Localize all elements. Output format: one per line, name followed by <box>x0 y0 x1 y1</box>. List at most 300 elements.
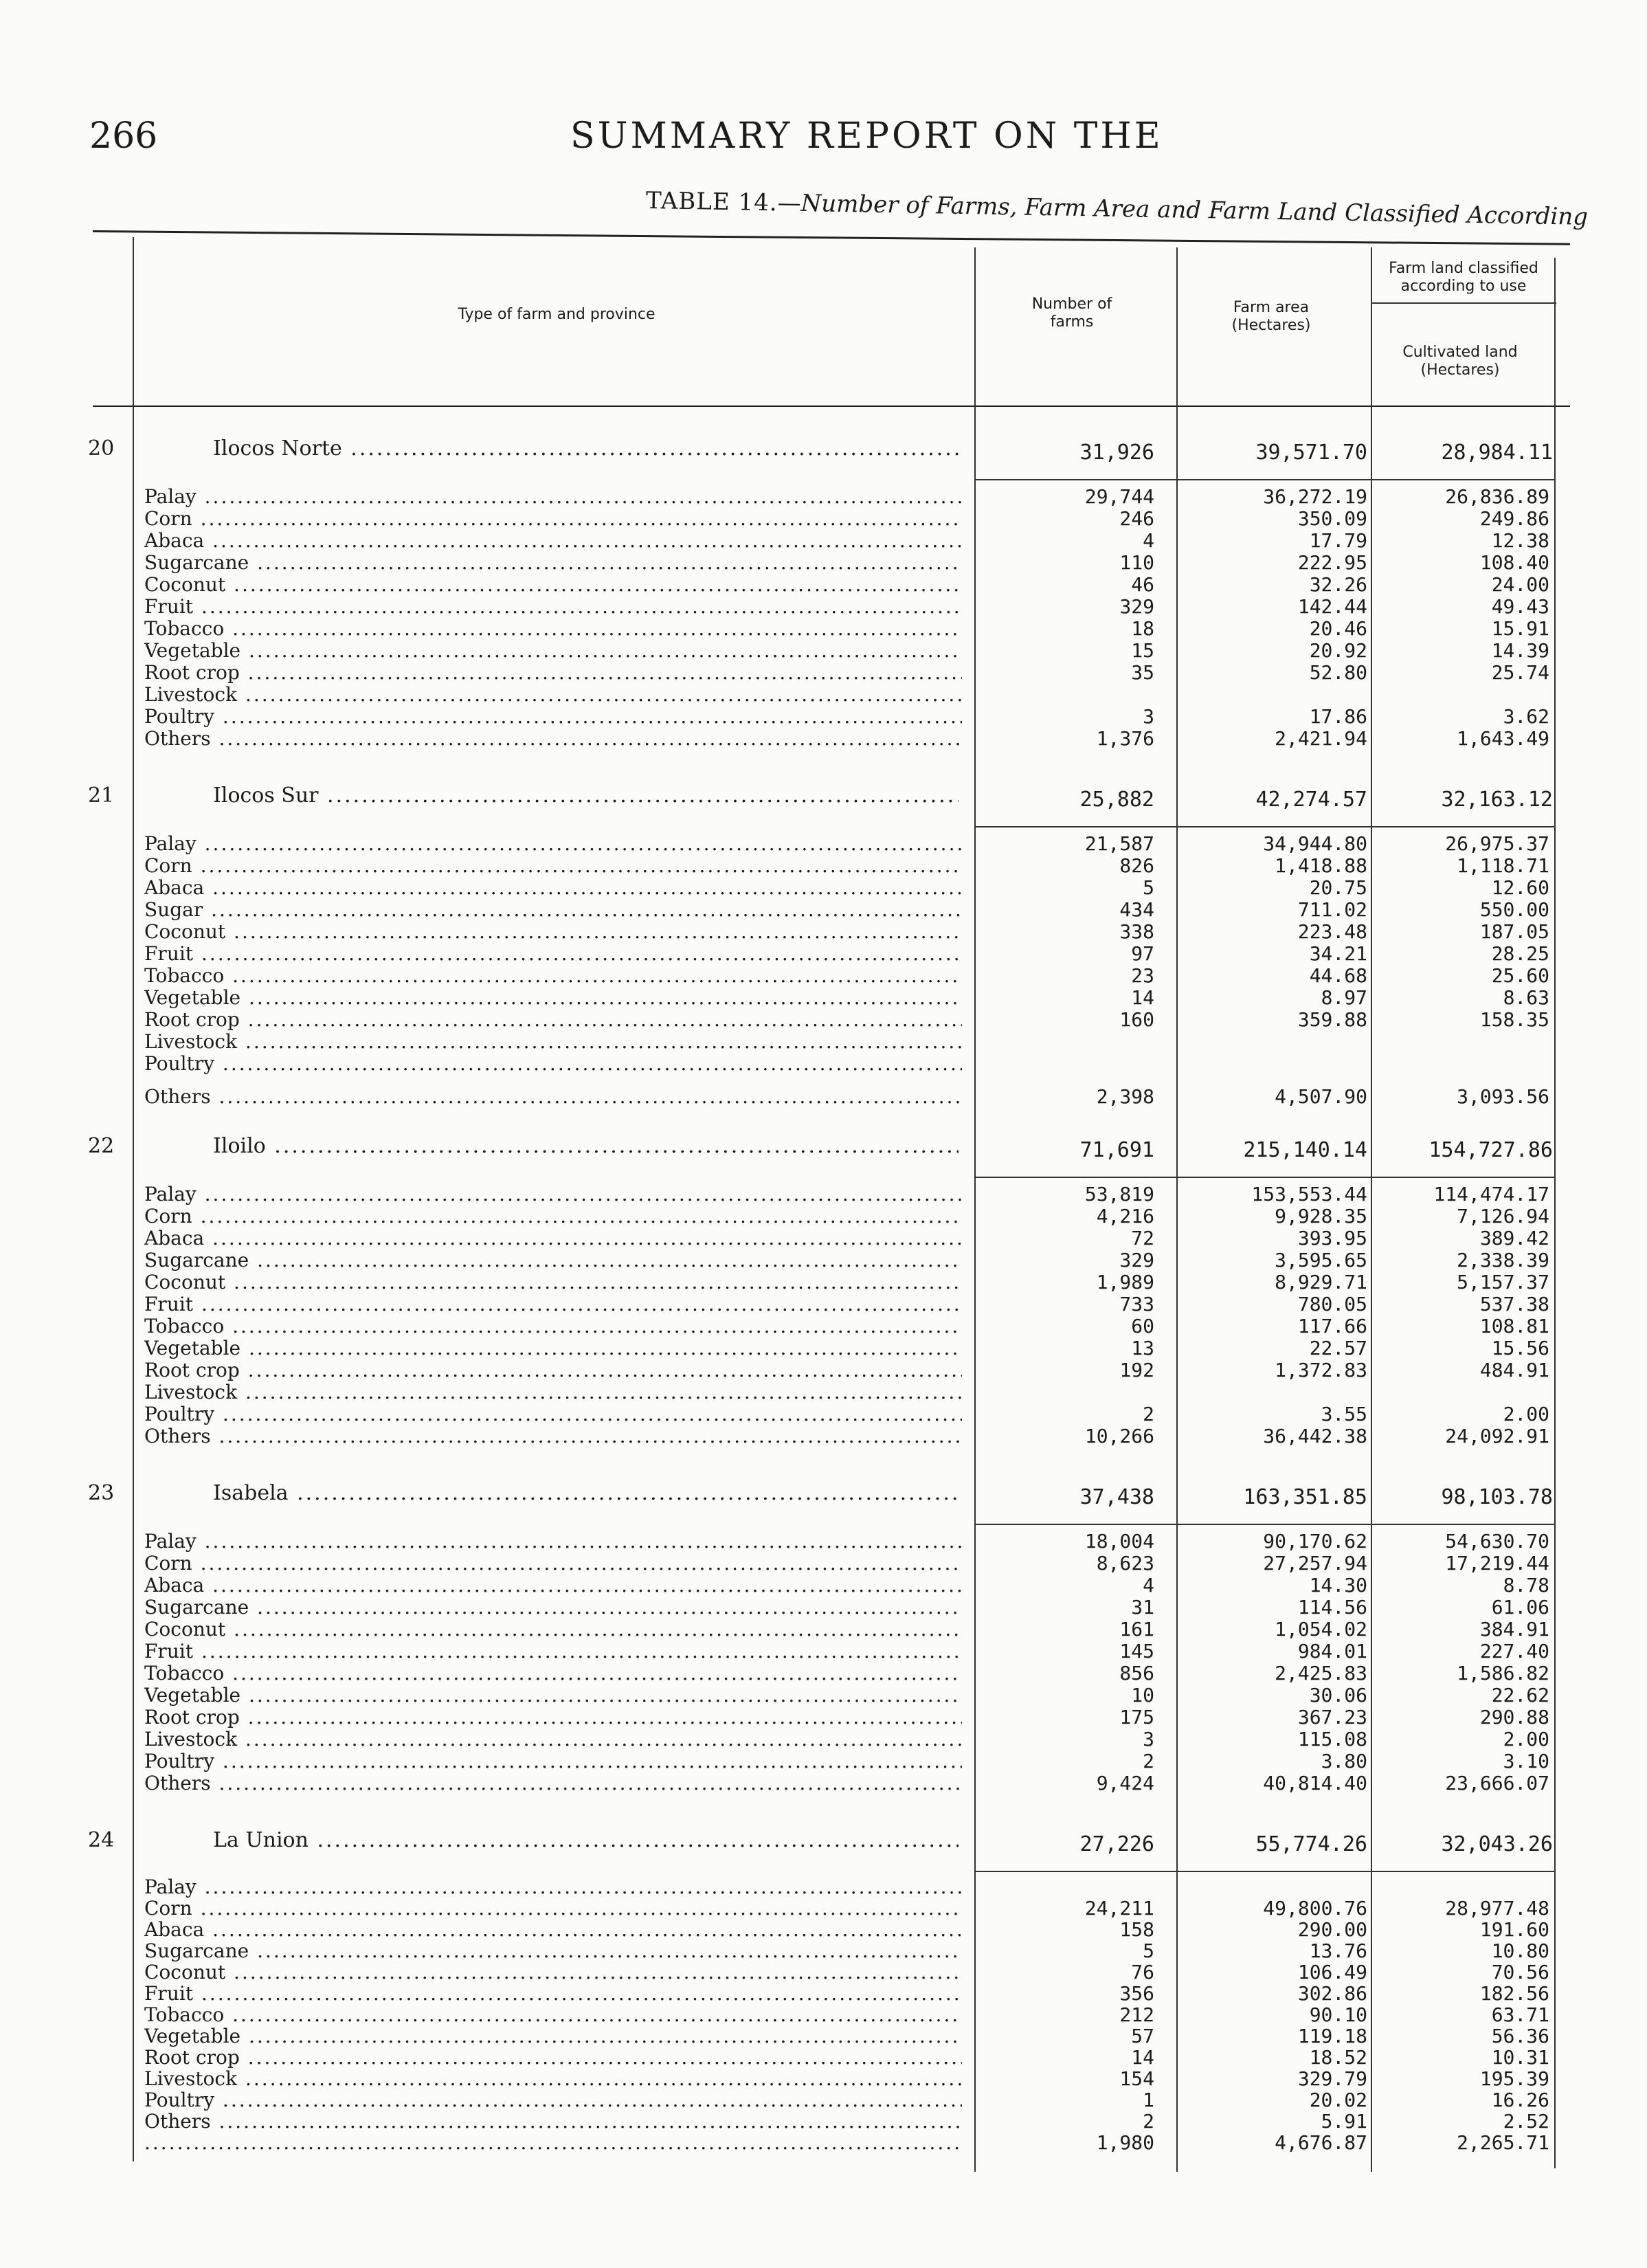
table-row <box>0 833 1647 856</box>
row-label: Fruit ..... <box>144 1293 962 1315</box>
row-label: Sugarcane ..... <box>144 1597 962 1619</box>
row-cultivated: 61.06 <box>1491 1596 1549 1619</box>
row-farms: 8,623 <box>1096 1552 1154 1575</box>
table-row <box>0 596 1647 619</box>
row-label: Vegetable ..... <box>144 987 962 1009</box>
row-area: 302.86 <box>1297 1982 1367 2005</box>
row-area: 9,928.35 <box>1275 1205 1367 1227</box>
table-row <box>0 1031 1647 1054</box>
row-area: 114.56 <box>1297 1596 1367 1619</box>
row-label: Poultry ..... <box>144 1403 962 1425</box>
row-area: 40,814.40 <box>1263 1772 1367 1794</box>
table-row <box>0 1183 1647 1206</box>
row-cultivated: 389.42 <box>1479 1227 1549 1249</box>
table-row <box>0 2068 1647 2091</box>
row-area: 8.97 <box>1321 986 1367 1009</box>
row-area: 14.30 <box>1309 1574 1367 1597</box>
row-area: 222.95 <box>1297 551 1367 574</box>
row-farms: 57 <box>1131 2025 1154 2047</box>
table-row <box>0 1249 1647 1272</box>
table-row <box>0 943 1647 966</box>
row-farms: 2,398 <box>1096 1085 1154 1108</box>
province-total-row <box>0 1134 1647 1161</box>
row-farms: 18,004 <box>1084 1530 1154 1553</box>
row-label: Fruit ..... <box>144 943 962 965</box>
row-area: 106.49 <box>1297 1961 1367 1983</box>
row-area: 2,425.83 <box>1275 1662 1367 1685</box>
table-row <box>0 987 1647 1010</box>
row-farms: 21,587 <box>1084 832 1154 855</box>
row-label: Poultry ..... <box>144 1053 962 1075</box>
table-row <box>0 1053 1647 1076</box>
province-index: 24 <box>88 1828 115 1852</box>
row-farms: 24,211 <box>1084 1897 1154 1920</box>
row-farms: 2 <box>1143 1750 1154 1772</box>
table-row <box>0 1961 1647 1984</box>
row-farms: 4 <box>1143 1574 1154 1597</box>
row-label: Corn ..... <box>144 1205 962 1227</box>
row-farms: 192 <box>1119 1359 1154 1381</box>
province-name: Iloilo ..... <box>213 1134 959 1158</box>
row-label: Root crop ..... <box>144 2047 962 2069</box>
table-row <box>0 877 1647 900</box>
table-row <box>0 2025 1647 2048</box>
province-area: 163,351.85 <box>1243 1485 1367 1509</box>
row-farms: 158 <box>1119 1918 1154 1941</box>
row-cultivated: 1,643.49 <box>1457 727 1549 750</box>
row-label: Sugar ..... <box>144 899 962 921</box>
row-label: Palay ..... <box>144 1183 962 1205</box>
table-row <box>0 1772 1647 1795</box>
table-row <box>0 1425 1647 1448</box>
row-cultivated: 384.91 <box>1479 1618 1549 1641</box>
province-farms: 37,438 <box>1079 1485 1154 1509</box>
header-type: Type of farm and province <box>458 306 656 323</box>
row-farms: 14 <box>1131 2046 1154 2069</box>
row-farms: 76 <box>1131 1961 1154 1983</box>
row-farms: 15 <box>1131 639 1154 662</box>
row-label: Vegetable ..... <box>144 1685 962 1706</box>
row-area: 17.79 <box>1309 529 1367 552</box>
row-area: 711.02 <box>1297 898 1367 921</box>
province-total-row <box>0 1828 1647 1856</box>
row-farms: 110 <box>1119 551 1154 574</box>
province-farms: 27,226 <box>1079 1832 1154 1856</box>
row-cultivated: 158.35 <box>1479 1008 1549 1031</box>
row-farms: 3 <box>1143 1728 1154 1750</box>
row-farms: 29,744 <box>1084 485 1154 508</box>
row-cultivated: 28.25 <box>1491 942 1549 965</box>
row-cultivated: 14.39 <box>1491 639 1549 662</box>
row-area: 36,272.19 <box>1263 485 1367 508</box>
table-row <box>0 1919 1647 1942</box>
row-label: Abaca ..... <box>144 530 962 552</box>
table-row <box>0 1750 1647 1773</box>
row-area: 34,944.80 <box>1263 832 1367 855</box>
row-farms: 145 <box>1119 1640 1154 1663</box>
row-farms: 4 <box>1143 529 1154 552</box>
row-label: Livestock ..... <box>144 1728 962 1750</box>
table-row <box>0 855 1647 878</box>
table-row <box>0 662 1647 685</box>
row-farms: 856 <box>1119 1662 1154 1685</box>
row-cultivated: 25.74 <box>1491 661 1549 684</box>
province-area: 55,774.26 <box>1255 1832 1367 1856</box>
table-row <box>0 1271 1647 1294</box>
row-label: Abaca ..... <box>144 877 962 899</box>
table-row <box>0 1337 1647 1360</box>
row-area: 8,929.71 <box>1275 1271 1367 1293</box>
table-row <box>0 1359 1647 1382</box>
row-cultivated: 5,157.37 <box>1457 1271 1549 1293</box>
row-cultivated: 15.91 <box>1491 617 1549 640</box>
row-farms: 154 <box>1119 2067 1154 2090</box>
province-name: Ilocos Sur ..... <box>213 783 959 808</box>
province-rule <box>974 1524 1556 1525</box>
province-total-row <box>0 436 1647 464</box>
row-farms: 3 <box>1143 705 1154 728</box>
row-cultivated: 28,977.48 <box>1445 1897 1549 1920</box>
row-label: Root crop ..... <box>144 1009 962 1031</box>
table-row <box>0 1898 1647 1920</box>
row-area: 1,372.83 <box>1275 1359 1367 1381</box>
row-farms: 160 <box>1119 1008 1154 1031</box>
row-label: Root crop ..... <box>144 1359 962 1381</box>
row-label: Sugarcane ..... <box>144 552 962 574</box>
province-rule <box>974 1871 1556 1872</box>
row-cultivated: 10.80 <box>1491 1939 1549 1962</box>
group-header-rule <box>1371 302 1556 304</box>
row-label <box>144 2132 962 2154</box>
row-cultivated: 70.56 <box>1491 1961 1549 1983</box>
row-label: Vegetable ..... <box>144 2025 962 2047</box>
row-cultivated: 17,219.44 <box>1445 1552 1549 1575</box>
row-label: Abaca ..... <box>144 1575 962 1597</box>
row-farms: 733 <box>1119 1293 1154 1315</box>
row-label: Tobacco ..... <box>144 965 962 987</box>
row-area: 20.75 <box>1309 876 1367 899</box>
row-cultivated: 8.63 <box>1503 986 1549 1009</box>
row-farms: 4,216 <box>1096 1205 1154 1227</box>
table-row <box>0 1663 1647 1685</box>
row-cultivated: 3,093.56 <box>1457 1085 1549 1108</box>
row-area: 3,595.65 <box>1275 1249 1367 1271</box>
row-label: Root crop ..... <box>144 1706 962 1728</box>
row-area: 27,257.94 <box>1263 1552 1367 1575</box>
row-label: Others ..... <box>144 1772 962 1794</box>
province-index: 23 <box>88 1481 115 1505</box>
table-row <box>0 1293 1647 1316</box>
row-farms: 14 <box>1131 986 1154 1009</box>
row-area: 780.05 <box>1297 1293 1367 1315</box>
row-farms: 13 <box>1131 1337 1154 1359</box>
row-label: Others ..... <box>144 2111 962 2133</box>
table-row <box>0 1641 1647 1663</box>
row-cultivated: 12.38 <box>1491 529 1549 552</box>
row-farms: 434 <box>1119 898 1154 921</box>
row-cultivated: 12.60 <box>1491 876 1549 899</box>
row-cultivated: 182.56 <box>1479 1982 1549 2005</box>
table-row <box>0 1983 1647 2005</box>
table-row <box>0 1706 1647 1729</box>
row-cultivated: 187.05 <box>1479 920 1549 943</box>
row-farms: 53,819 <box>1084 1183 1154 1205</box>
row-cultivated: 2,265.71 <box>1457 2131 1549 2154</box>
row-label: Vegetable ..... <box>144 1337 962 1359</box>
row-farms: 1,989 <box>1096 1271 1154 1293</box>
province-farms: 31,926 <box>1079 441 1154 465</box>
province-index: 21 <box>88 783 115 808</box>
row-label: Coconut ..... <box>144 1271 962 1293</box>
row-cultivated: 2.52 <box>1503 2110 1549 2133</box>
table-caption <box>646 187 1589 231</box>
row-cultivated: 25.60 <box>1491 964 1549 987</box>
province-total-row <box>0 1481 1647 1509</box>
row-label: Coconut ..... <box>144 1961 962 1983</box>
row-area: 1,054.02 <box>1275 1618 1367 1641</box>
row-farms: 5 <box>1143 1939 1154 1962</box>
row-area: 2,421.94 <box>1275 727 1367 750</box>
row-farms: 72 <box>1131 1227 1154 1249</box>
row-farms: 329 <box>1119 1249 1154 1271</box>
row-label: Tobacco ..... <box>144 1315 962 1337</box>
table-row <box>0 684 1647 707</box>
province-rule <box>974 1177 1556 1178</box>
row-label: Palay ..... <box>144 1531 962 1553</box>
table-row <box>0 640 1647 663</box>
row-label: Coconut ..... <box>144 574 962 596</box>
table-row <box>0 1597 1647 1619</box>
table-row <box>0 618 1647 641</box>
row-area: 17.86 <box>1309 705 1367 728</box>
row-label: Livestock ..... <box>144 1031 962 1053</box>
province-area: 39,571.70 <box>1255 441 1367 465</box>
province-name: La Union ..... <box>213 1828 959 1852</box>
row-label: Fruit ..... <box>144 1983 962 2005</box>
row-area: 117.66 <box>1297 1315 1367 1337</box>
row-farms: 2 <box>1143 2110 1154 2133</box>
row-farms: 338 <box>1119 920 1154 943</box>
table-row <box>0 1575 1647 1597</box>
row-farms: 31 <box>1131 1596 1154 1619</box>
table-row <box>0 1876 1647 1899</box>
row-farms: 246 <box>1119 507 1154 530</box>
row-cultivated: 26,836.89 <box>1445 485 1549 508</box>
row-farms: 175 <box>1119 1706 1154 1728</box>
table-row <box>0 574 1647 597</box>
header-cultivated: Cultivated land (Hectares) <box>1402 344 1518 379</box>
row-cultivated: 108.40 <box>1479 551 1549 574</box>
row-cultivated: 191.60 <box>1479 1918 1549 1941</box>
row-area: 20.02 <box>1309 2089 1367 2111</box>
row-area: 223.48 <box>1297 920 1367 943</box>
row-area: 393.95 <box>1297 1227 1367 1249</box>
table-row <box>0 486 1647 509</box>
row-label: Abaca ..... <box>144 1227 962 1249</box>
row-label: Livestock ..... <box>144 2068 962 2090</box>
province-name: Isabela ..... <box>213 1481 959 1505</box>
row-area: 290.00 <box>1297 1918 1367 1941</box>
row-label: Root crop ..... <box>144 662 962 684</box>
province-area: 215,140.14 <box>1243 1138 1367 1162</box>
row-area: 18.52 <box>1309 2046 1367 2069</box>
table-row <box>0 1381 1647 1404</box>
row-area: 5.91 <box>1321 2110 1367 2133</box>
row-label: Abaca ..... <box>144 1919 962 1941</box>
row-cultivated: 16.26 <box>1491 2089 1549 2111</box>
table-row <box>0 1403 1647 1426</box>
table-row <box>0 2089 1647 2112</box>
row-cultivated: 249.86 <box>1479 507 1549 530</box>
row-label: Palay ..... <box>144 1876 962 1898</box>
row-area: 30.06 <box>1309 1684 1367 1706</box>
row-farms: 18 <box>1131 617 1154 640</box>
row-cultivated: 290.88 <box>1479 1706 1549 1728</box>
table-row <box>0 728 1647 751</box>
row-label: Tobacco ..... <box>144 618 962 640</box>
province-cultivated: 32,163.12 <box>1441 788 1553 812</box>
row-area: 350.09 <box>1297 507 1367 530</box>
row-label: Fruit ..... <box>144 596 962 618</box>
row-cultivated: 3.62 <box>1503 705 1549 728</box>
row-farms: 9,424 <box>1096 1772 1154 1794</box>
table-row <box>0 1531 1647 1553</box>
row-cultivated: 22.62 <box>1491 1684 1549 1706</box>
row-label: Vegetable ..... <box>144 640 962 662</box>
table-row <box>0 1009 1647 1032</box>
row-area: 329.79 <box>1297 2067 1367 2090</box>
row-cultivated: 195.39 <box>1479 2067 1549 2090</box>
table-row <box>0 706 1647 729</box>
row-area: 20.46 <box>1309 617 1367 640</box>
row-area: 13.76 <box>1309 1939 1367 1962</box>
table-row <box>0 1685 1647 1707</box>
row-area: 142.44 <box>1297 595 1367 618</box>
row-area: 4,676.87 <box>1275 2131 1367 2154</box>
table-row <box>0 1940 1647 1963</box>
row-label: Sugarcane ..... <box>144 1249 962 1271</box>
row-label: Tobacco ..... <box>144 1663 962 1685</box>
row-area: 49,800.76 <box>1263 1897 1367 1920</box>
header-farms: Number of farms <box>1031 296 1112 331</box>
row-cultivated: 227.40 <box>1479 1640 1549 1663</box>
table-row <box>0 1619 1647 1641</box>
row-label: Corn ..... <box>144 1898 962 1920</box>
row-area: 52.80 <box>1309 661 1367 684</box>
row-label: Others ..... <box>144 728 962 750</box>
province-area: 42,274.57 <box>1255 788 1367 812</box>
row-cultivated: 23,666.07 <box>1445 1772 1549 1794</box>
province-cultivated: 154,727.86 <box>1428 1138 1553 1162</box>
header-area: Farm area (Hectares) <box>1231 299 1311 334</box>
row-label: Livestock ..... <box>144 1381 962 1403</box>
row-cultivated: 7,126.94 <box>1457 1205 1549 1227</box>
table-row <box>0 530 1647 553</box>
table-row <box>0 899 1647 922</box>
table-row <box>0 508 1647 531</box>
row-cultivated: 108.81 <box>1479 1315 1549 1337</box>
table-row <box>0 2132 1647 2155</box>
row-area: 4,507.90 <box>1275 1085 1367 1108</box>
row-area: 359.88 <box>1297 1008 1367 1031</box>
row-cultivated: 2.00 <box>1503 1728 1549 1750</box>
row-label: Poultry ..... <box>144 1750 962 1772</box>
row-cultivated: 24,092.91 <box>1445 1425 1549 1447</box>
row-farms: 1,376 <box>1096 727 1154 750</box>
row-cultivated: 63.71 <box>1491 2003 1549 2026</box>
row-farms: 329 <box>1119 595 1154 618</box>
table-row <box>0 2047 1647 2069</box>
province-name: Ilocos Norte ..... <box>213 436 959 460</box>
row-label: Fruit ..... <box>144 1641 962 1663</box>
province-rule <box>974 826 1556 827</box>
table-row <box>0 1227 1647 1250</box>
row-label: Corn ..... <box>144 508 962 530</box>
row-cultivated: 15.56 <box>1491 1337 1549 1359</box>
row-area: 44.68 <box>1309 964 1367 987</box>
row-cultivated: 10.31 <box>1491 2046 1549 2069</box>
page-number: 266 <box>89 115 158 157</box>
row-label: Corn ..... <box>144 855 962 877</box>
province-rule <box>974 479 1556 480</box>
row-area: 90,170.62 <box>1263 1530 1367 1553</box>
row-cultivated: 56.36 <box>1491 2025 1549 2047</box>
row-label: Palay ..... <box>144 486 962 508</box>
table-row <box>0 1086 1647 1109</box>
row-farms: 97 <box>1131 942 1154 965</box>
row-cultivated: 484.91 <box>1479 1359 1549 1381</box>
row-farms: 35 <box>1131 661 1154 684</box>
row-cultivated: 1,118.71 <box>1457 854 1549 877</box>
row-area: 22.57 <box>1309 1337 1367 1359</box>
row-cultivated: 114,474.17 <box>1433 1183 1549 1205</box>
table-row <box>0 921 1647 944</box>
row-farms: 1,980 <box>1096 2131 1154 2154</box>
row-farms: 5 <box>1143 876 1154 899</box>
running-head: SUMMARY REPORT ON THE <box>570 115 1163 157</box>
province-farms: 25,882 <box>1079 788 1154 812</box>
row-cultivated: 2.00 <box>1503 1403 1549 1425</box>
row-area: 3.55 <box>1321 1403 1367 1425</box>
row-area: 367.23 <box>1297 1706 1367 1728</box>
row-label: Coconut ..... <box>144 1619 962 1641</box>
row-label: Poultry ..... <box>144 706 962 728</box>
row-cultivated: 537.38 <box>1479 1293 1549 1315</box>
row-area: 153,553.44 <box>1251 1183 1367 1205</box>
row-farms: 212 <box>1119 2003 1154 2026</box>
table-top-rule <box>93 230 1570 245</box>
row-area: 20.92 <box>1309 639 1367 662</box>
table-row <box>0 2004 1647 2027</box>
province-cultivated: 32,043.26 <box>1441 1832 1553 1856</box>
table-row <box>0 1553 1647 1575</box>
row-farms: 2 <box>1143 1403 1154 1425</box>
row-label: Livestock ..... <box>144 684 962 706</box>
row-area: 3.80 <box>1321 1750 1367 1772</box>
row-area: 1,418.88 <box>1275 854 1367 877</box>
row-farms: 10 <box>1131 1684 1154 1706</box>
row-farms: 10,266 <box>1084 1425 1154 1447</box>
row-area: 119.18 <box>1297 2025 1367 2047</box>
table-row <box>0 965 1647 988</box>
table-caption-title: —Number of Farms, Farm Area and Farm Land Classified According <box>777 189 1589 231</box>
row-area: 34.21 <box>1309 942 1367 965</box>
row-cultivated: 2,338.39 <box>1457 1249 1549 1271</box>
province-farms: 71,691 <box>1079 1138 1154 1162</box>
row-cultivated: 24.00 <box>1491 573 1549 596</box>
row-farms: 46 <box>1131 573 1154 596</box>
row-farms: 826 <box>1119 854 1154 877</box>
